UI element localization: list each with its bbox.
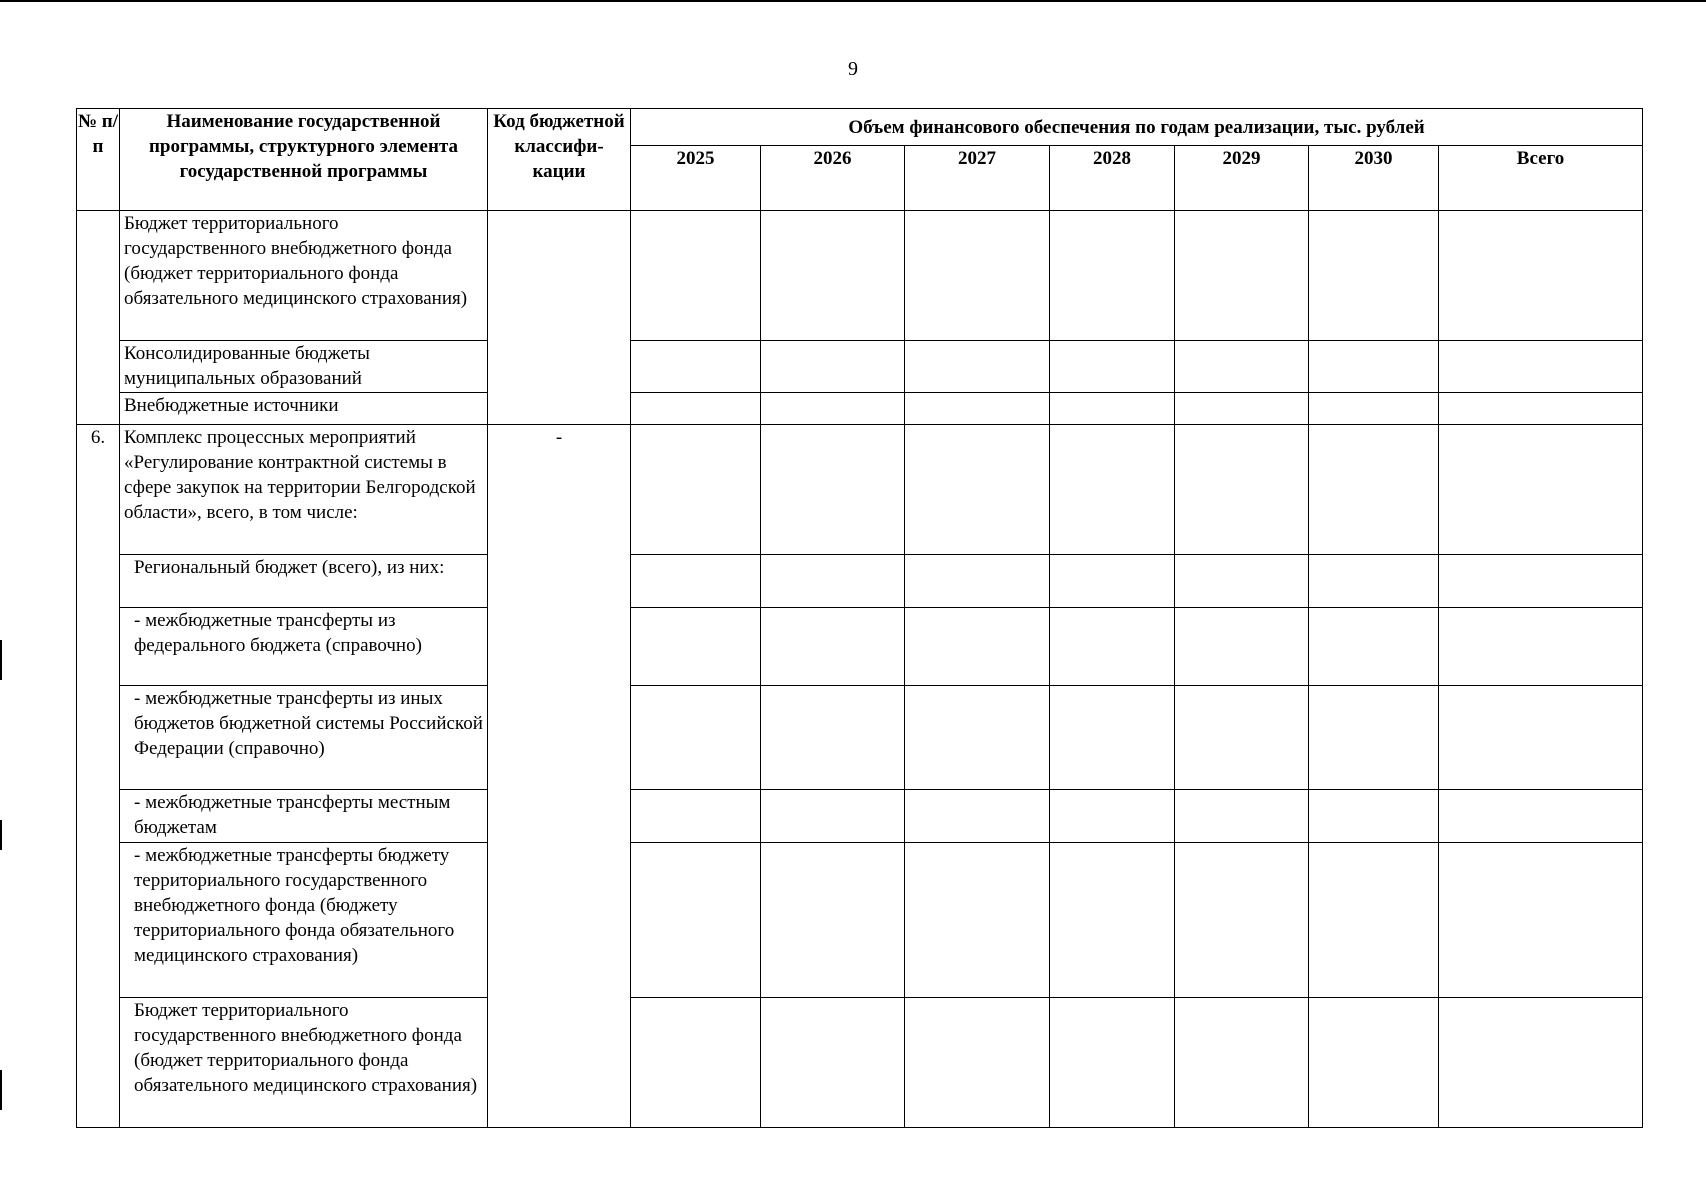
value-cell [631, 608, 761, 686]
value-cell [905, 608, 1050, 686]
value-cell [1309, 686, 1439, 790]
value-cell [1439, 341, 1643, 393]
row-name: Региональный бюджет (всего), из них: [120, 555, 488, 608]
value-cell [1050, 211, 1175, 341]
value-cell [1050, 608, 1175, 686]
value-cell [1175, 843, 1309, 998]
value-cell [761, 211, 905, 341]
scan-edge-top [0, 0, 1706, 2]
value-cell [1309, 790, 1439, 843]
value-cell [1050, 790, 1175, 843]
table-row [77, 341, 1643, 393]
value-cell [1309, 425, 1439, 555]
num-cell: 6. [77, 425, 120, 1128]
code-header: Код бюджетной классифи- кации [488, 109, 631, 211]
table-row [77, 425, 1643, 555]
financing-table [76, 108, 1643, 1128]
year-header: 2027 [905, 146, 1050, 211]
value-cell [761, 393, 905, 425]
value-cell [761, 555, 905, 608]
code-cell [488, 211, 631, 425]
table-row [77, 393, 1643, 425]
value-cell [1050, 686, 1175, 790]
value-cell [1439, 608, 1643, 686]
scan-edge-left-mark [0, 1070, 2, 1110]
value-cell [1050, 341, 1175, 393]
table-row [77, 686, 1643, 790]
value-cell [1175, 425, 1309, 555]
value-cell [631, 686, 761, 790]
row-name: Бюджет территориального государственного внебюджетного фонда (бюджет территориального фонда обязательного медицинского страхования) [120, 211, 488, 341]
table-row [77, 843, 1643, 998]
value-cell [1050, 555, 1175, 608]
value-cell [761, 686, 905, 790]
value-cell [905, 425, 1050, 555]
table-row [77, 555, 1643, 608]
row-name: Внебюджетные источники [120, 393, 488, 425]
code-cell: - [488, 425, 631, 1128]
value-cell [1439, 998, 1643, 1128]
value-cell [905, 211, 1050, 341]
value-cell [1439, 393, 1643, 425]
value-cell [1050, 393, 1175, 425]
value-cell [761, 425, 905, 555]
value-cell [905, 686, 1050, 790]
year-header: 2025 [631, 146, 761, 211]
year-header: 2030 [1309, 146, 1439, 211]
row-name: - межбюджетные трансферты местным бюджетам [120, 790, 488, 843]
table-row [77, 790, 1643, 843]
value-cell [905, 843, 1050, 998]
row-name: - межбюджетные трансферты бюджету территориального государственного внебюджетного фонда (бюджету территориального фонда обязательного медицинского страхования) [120, 843, 488, 998]
page-number: 9 [848, 58, 858, 80]
value-cell [1175, 555, 1309, 608]
value-cell [631, 425, 761, 555]
value-cell [1175, 608, 1309, 686]
value-cell [761, 341, 905, 393]
value-cell [1175, 393, 1309, 425]
value-cell [1309, 843, 1439, 998]
value-cell [1309, 341, 1439, 393]
value-cell [905, 555, 1050, 608]
value-cell [1175, 998, 1309, 1128]
table-row [77, 998, 1643, 1128]
table-row [77, 211, 1643, 341]
value-cell [1439, 425, 1643, 555]
year-header: 2028 [1050, 146, 1175, 211]
value-cell [631, 998, 761, 1128]
num-header: № п/п [77, 109, 120, 211]
value-cell [761, 790, 905, 843]
value-cell [761, 998, 905, 1128]
value-cell [905, 998, 1050, 1128]
value-cell [1309, 211, 1439, 341]
year-header: 2029 [1175, 146, 1309, 211]
value-cell [905, 393, 1050, 425]
value-cell [1175, 686, 1309, 790]
row-name: - межбюджетные трансферты из иных бюджетов бюджетной системы Российской Федерации (справочно) [120, 686, 488, 790]
value-cell [631, 211, 761, 341]
value-cell [1175, 790, 1309, 843]
value-cell [905, 341, 1050, 393]
year-header: 2026 [761, 146, 905, 211]
name-header: Наименование государственной программы, структурного элемента государственной программы [120, 109, 488, 211]
volume-header: Объем финансового обеспечения по годам реализации, тыс. рублей [631, 109, 1643, 146]
value-cell [631, 555, 761, 608]
header-row-1 [77, 109, 1643, 146]
value-cell [631, 393, 761, 425]
value-cell [1309, 608, 1439, 686]
scan-edge-left-mark [0, 640, 2, 680]
value-cell [1050, 843, 1175, 998]
value-cell [1309, 998, 1439, 1128]
row-name: Консолидированные бюджеты муниципальных образований [120, 341, 488, 393]
row-name: Комплекс процессных мероприятий «Регулирование контрактной системы в сфере закупок на территории Белгородской области», всего, в том числе: [120, 425, 488, 555]
value-cell [1050, 998, 1175, 1128]
value-cell [905, 790, 1050, 843]
value-cell [1175, 211, 1309, 341]
value-cell [1439, 843, 1643, 998]
value-cell [631, 843, 761, 998]
value-cell [1439, 211, 1643, 341]
value-cell [631, 790, 761, 843]
value-cell [1309, 555, 1439, 608]
value-cell [761, 843, 905, 998]
value-cell [631, 341, 761, 393]
table-row [77, 608, 1643, 686]
row-name: Бюджет территориального государственного внебюджетного фонда (бюджет территориального фонда обязательного медицинского страхования) [120, 998, 488, 1128]
num-cell [77, 211, 120, 425]
value-cell [1439, 790, 1643, 843]
value-cell [1439, 555, 1643, 608]
scan-edge-left-mark [0, 820, 2, 850]
value-cell [1175, 341, 1309, 393]
row-name: - межбюджетные трансферты из федерального бюджета (справочно) [120, 608, 488, 686]
value-cell [1439, 686, 1643, 790]
total-header: Всего [1439, 146, 1643, 211]
value-cell [1050, 425, 1175, 555]
value-cell [761, 608, 905, 686]
value-cell [1309, 393, 1439, 425]
